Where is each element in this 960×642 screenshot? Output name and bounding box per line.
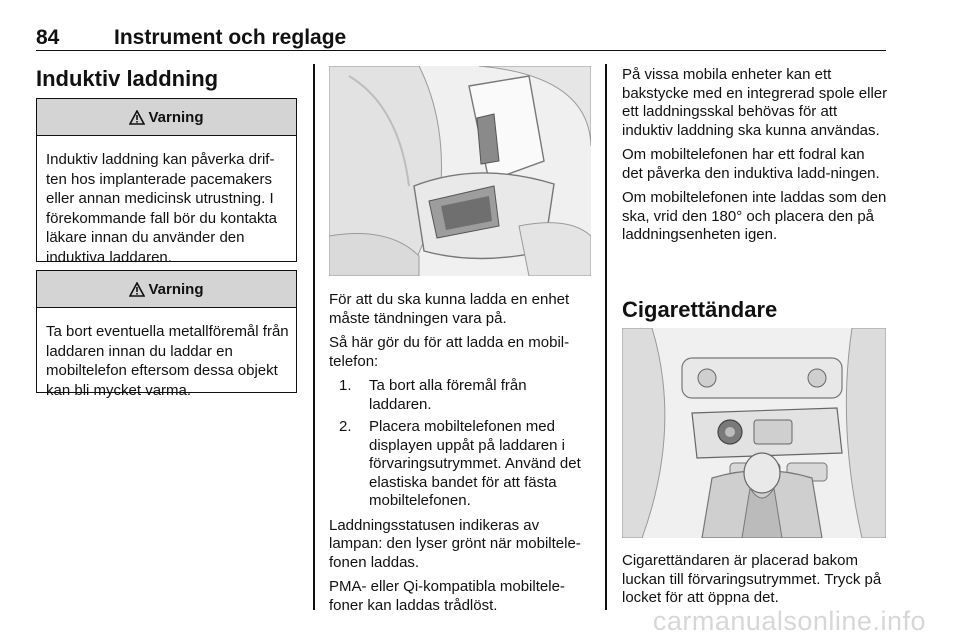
cigarette-lighter-illustration: [622, 328, 886, 538]
watermark: carmanualsonline.info: [652, 606, 926, 636]
column-divider-1: [313, 64, 315, 610]
section-title-cigarettandare: Cigarettändare: [622, 297, 778, 322]
caption-text: Cigarettändaren är placerad bakom luckan till förvaringsutrymmet. Tryck på locket för att öppna det.: [622, 552, 882, 606]
warning-box-2: [36, 270, 297, 399]
step-text: Ta bort alla föremål från laddaren.: [369, 377, 527, 413]
page-header: [36, 12, 886, 51]
paragraph: Om mobiltelefonen har ett fodral kan det påverka den induktiva ladd-ningen.: [622, 146, 880, 182]
page-number: 84: [36, 26, 60, 49]
warning-box-1: [36, 98, 297, 266]
paragraph: PMA- eller Qi-kompatibla mobiltele-foner kan laddas trådlöst.: [329, 578, 565, 614]
warning-triangle-icon: [129, 110, 145, 125]
warning-header: [37, 271, 296, 308]
warning-title: Varning: [148, 280, 204, 298]
column-divider-2: [605, 64, 607, 610]
paragraph: På vissa mobila enheter kan ett bakstycke med en integrerad spole eller ett laddningsskal behövas för att induktiv laddning ska kunna användas.: [622, 66, 888, 139]
right-column-caption: [622, 552, 888, 614]
step-text: Placera mobiltelefonen med displayen uppåt på laddaren i förvaringsutrymmet. Använd det elastiska bandet för att fästa mobiltelefonen.: [369, 418, 581, 509]
right-column-text: [622, 66, 888, 251]
paragraph: Så här gör du för att ladda en mobil-telefon:: [329, 334, 570, 370]
middle-column-text: [329, 291, 593, 621]
paragraph: För att du ska kunna ladda en enhet måste tändningen vara på.: [329, 291, 570, 327]
warning-text: Induktiv laddning kan påverka drif-ten hos implanterade pacemakers eller annan medicinsk utrustning. I förekommande fall bör du kontakta läkare innan du använder den induktiva laddaren.: [46, 151, 277, 266]
warning-triangle-icon: [129, 282, 145, 297]
inductive-charger-illustration: [329, 66, 591, 276]
paragraph: Laddningsstatusen indikeras av lampan: den lyser grönt när mobiltele-fonen laddas.: [329, 516, 581, 571]
step-number: 2.: [339, 418, 352, 435]
list-item: [329, 418, 593, 511]
warning-title: Varning: [148, 108, 204, 126]
paragraph: Om mobiltelefonen inte laddas som den ska, vrid den 180° och placera den på laddningsenheten igen.: [622, 189, 887, 243]
warning-text: Ta bort eventuella metallföremål från laddaren innan du laddar en mobiltelefon eftersom dessa objekt kan bli mycket varma.: [46, 323, 289, 399]
section-title-induktiv-laddning: Induktiv laddning: [36, 66, 219, 91]
warning-header: [37, 99, 296, 136]
list-item: [329, 377, 593, 414]
chapter-title: Instrument och reglage: [114, 26, 347, 49]
step-number: 1.: [339, 377, 352, 394]
steps-list: [329, 377, 593, 511]
